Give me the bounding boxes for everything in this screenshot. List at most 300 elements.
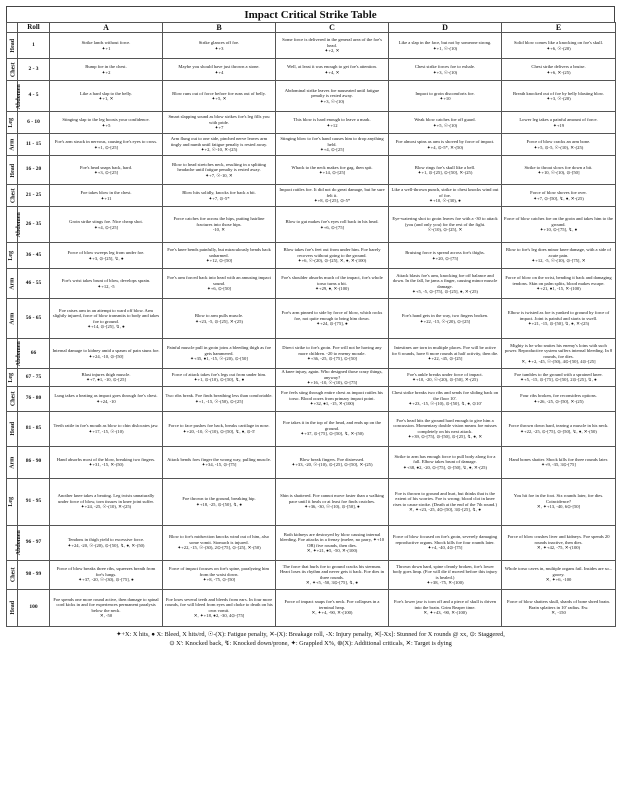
location-cell [7,525,22,560]
result-cell-a [50,59,163,81]
result-effects: ✕, ✦+21, ●5, -50, ✕-(100) [306,548,358,553]
location-label: Leg [8,372,15,383]
legend [6,630,615,648]
location-label: Abdomen [15,212,22,238]
result-effects: ✦+18, -25, ⊙-[50], ↯, ● [195,501,242,507]
result-effects: ✦+26, -25, ⊙-[50], ✕-(25) [533,398,584,404]
location-cell [7,411,18,446]
result-effects: ✦+12, ⊙-[50] [205,258,233,264]
location-label: Leg [8,497,15,507]
result-description: Lower leg takes a painful amount of force. [519,117,598,122]
result-description: Force of impact focuses on foe's spine, paralyzing him from the waist down. [168,566,270,577]
table-row [7,369,616,387]
result-effects: ✦+12, -5 [97,283,115,289]
result-cell-c [276,369,389,387]
result-description: Foe tumbles to the ground with a sprained knee. [514,371,603,377]
result-cell-b [163,185,276,207]
result-description: Chest strike breaks two ribs and sends foe sliding back on the floor 10'. [391,390,499,401]
result-cell-a [50,112,163,134]
result-description: Force of blow sweeps leg from under foe. [67,250,145,255]
header-row [7,23,616,33]
result-cell-d [389,339,502,369]
result-cell-b [163,134,276,156]
column-header-a: A [50,23,163,33]
result-effects: ✦+22, -25, ⊙-[75], ⊙-[50], ↯, ●, ✕-(50) [520,428,597,434]
result-description: Force of blow catches foe on the groin and takes him to the ground. [504,216,613,227]
result-cell-a [50,207,163,243]
location-label: Abdomen [15,83,22,110]
location-cell [7,369,18,387]
result-cell-d [389,386,502,411]
roll-cell: 26 - 35 [18,207,50,243]
result-cell-c [276,243,389,269]
result-description: Direct strike to foe's groin. Foe will not be having any more children. -20 to enemy morale. [282,345,382,356]
result-effects: ✕, ✦+18, ●2, -30, 4⊙-[75] [193,613,245,618]
table-row [7,243,616,269]
result-effects: ✦+14, ⊙-[25] [318,170,346,175]
result-effects: ✦+3, ⊙-[25], ↯, ● [88,255,124,261]
result-effects: ✦+34, -15, ⊙-[75] [201,462,237,467]
result-cell-c [276,59,389,81]
roll-cell: 76 - 80 [18,386,50,411]
result-description: Foe almost spins as arm is shoved by force of impact. [395,139,495,144]
result-description: Force thrown down hard, tearing a muscle in his neck. [508,423,609,428]
result-cell-e [502,369,616,387]
legend-line-2: ⊙ X': Knocked back, ↯: Knocked down/prone, ✦: Grappled X%, ⊛(X): Additional criticals, ✕: Target is dying [169,639,452,647]
result-description: Blow hits solidly, knocks foe back a bit. [182,190,256,195]
table-row [7,589,616,626]
result-cell-e [502,81,616,112]
result-effects: ✦+5, -5, ⊙-[75], ⊙-[25], ●, ✕-(25) [412,289,478,294]
result-effects: ✦+22, -15, ☉-(20), ⊙-[25] [419,318,471,324]
result-effects: ✦+33, -20, ☉-(10), ⊙-[25], ⊙-[50], ✕-(25) [291,462,373,467]
result-description: Foe's arm pinned to side by force of blow, which rocks foe, not quite enough to bring him down. [281,310,383,321]
result-description: The force that hurls foe to ground cracks his sternum. Heart loses its rhythm and never gets it back. Foe dies in three rounds. [279,563,385,580]
result-cell-d [389,112,502,134]
location-label: Chest [10,391,17,407]
result-effects: ✦+38, ●2, -20, ⊙-[75], ⊙-[50], ↯, ●, ✕-(25) [402,464,488,470]
result-effects: ✦+4, ⊙-5*, ✕-(50) [426,144,464,150]
table-row [7,299,616,339]
location-cell [7,134,18,156]
result-effects: ✦+21, -15, ⊙-[50], ↯, ●, ✕-(25) [527,321,590,327]
result-cell-c [276,560,389,589]
result-description: Teeth rattle in foe's mouth as blow to chin dislocates jaw. [53,423,159,428]
column-header-d: D [389,23,502,33]
result-cell-d [389,525,502,560]
result-effects: ✦+22, -15, ☉-(30), 2⊙-[75], ⊙-[25], ✕-(50) [177,545,261,551]
result-effects: ✦+20, -10, ☉-(10), ⊙-[50], ↯, ●, ⊙-5' [182,428,256,434]
result-effects: ✦+3, ☉-(20) [546,96,571,101]
result-description: Force of blow on the wrist, bending it back and damaging tendons. Skin on palm splits, blood makes escape. [505,275,612,286]
result-cell-c [276,112,389,134]
location-cell [7,81,22,112]
result-cell-d [389,478,502,525]
location-label: Leg [8,118,15,128]
result-description: Force to face pushes foe back, breaks cartilage in nose. [168,423,270,428]
result-cell-a [50,589,163,626]
table-row [7,560,616,589]
result-cell-a [50,446,163,478]
location-label: Abdomen [15,530,22,556]
result-description: Foe's head snaps back, hard. [79,164,133,170]
location-label: Head [10,422,17,436]
result-effects: ✦+38, -75, ✕-(100) [426,580,464,585]
result-description: Impact to groin discomforts foe. [415,90,475,96]
result-description: Thrown down hard, spine cleanly broken, foe's lower body goes limp. (Foe will die if moved before this injury is healed.) [392,563,498,580]
table-row [7,59,616,81]
result-description: Blow takes foe's feet out from under him. Foe barely recovers without going to the ground. [283,247,381,258]
result-effects: ✦+5, ✕ [211,96,227,101]
location-label: Abdomen [15,341,22,367]
result-description: Maybe you should have just thrown a stone. [178,64,260,69]
result-description: Weak blow catches foe off guard. [414,117,476,122]
result-description: You hit foe in the foot. Six rounds later, foe dies. Coincidence? [513,493,604,504]
result-effects: ✦+10, ☉-(30), ● [429,198,461,204]
result-effects: ✕, -50 [99,613,113,618]
result-description: Strike lands without force. [81,40,131,45]
roll-cell: 11 - 15 [18,134,50,156]
result-cell-b [163,478,276,525]
location-label: Head [10,163,17,178]
location-label: Arm [9,456,16,469]
result-effects: ✦+5, ☉-(10) [432,122,458,128]
result-cell-d [389,81,502,112]
result-cell-a [50,339,163,369]
result-cell-d [389,156,502,185]
result-description: Hand bones shatter. Shock kills foe three rounds later. [509,456,608,462]
result-cell-c [276,81,389,112]
result-description: Strike to throat slows foe down a bit. [524,164,593,170]
result-effects: ✦+35, ●1, -15, ☉-(20), ⊙-[50] [190,356,248,362]
result-cell-c [276,33,389,59]
result-description: Force of blow shoves foe over. [530,190,587,195]
result-description: Shin is shattered. Foe cannot move faster than a walking pace until it heals or at least foe finds crutches. [280,493,384,504]
result-cell-a [50,185,163,207]
result-cell-c [276,478,389,525]
result-cell-b [163,560,276,589]
location-cell [7,386,18,411]
result-cell-c [276,156,389,185]
roll-cell: 56 - 65 [18,299,50,339]
result-cell-e [502,112,616,134]
result-effects: ✦+11 [100,195,112,201]
result-effects: ✦+37, -20, ☉-(30), ⊙-[75], ● [78,577,134,583]
result-cell-a [50,369,163,387]
result-cell-b [163,339,276,369]
result-effects: ✦+19 [552,122,565,128]
result-description: Force of blow breaks three ribs, squeezes breath from foe's lungs. [56,566,156,577]
result-cell-a [50,299,163,339]
result-description: Force catches foe across the hips, putting hairline fractures into those hips. [173,216,265,227]
result-effects: ✦+7, ⊙-5* [208,195,230,201]
result-cell-c [276,185,389,207]
result-description: Impact rattles foe. It did not do great damage, but he sure felt it. [279,187,385,198]
roll-cell: 21 - 25 [18,185,50,207]
location-label: Head [10,601,17,615]
result-effects: ✦+1, ☉-(10) [432,45,458,51]
column-header-c: C [276,23,389,33]
result-cell-c [276,589,389,626]
result-description: Whack to the neck makes foe gag, then spit. [291,164,373,170]
result-description: Force of blow shatters skull, shards of bone shred brain. Brain splatters in 10' radius. Ew. [507,599,610,610]
roll-cell: 100 [18,589,50,626]
result-effects: ✦+5 [101,122,111,128]
result-effects: ✦+1, ⊙-[25] [93,144,119,150]
roll-header: Roll [18,23,50,33]
result-cell-e [502,446,616,478]
table-row [7,269,616,299]
result-cell-a [50,269,163,299]
location-cell [7,446,18,478]
result-effects: ✦+24, -20, ☉-(20), ⊙-[50], ↯, ●, ✕-(50) [67,542,145,548]
result-description: Eye-watering shot to groin leaves foe with a -30 to attack (you (and only you) for the rest of the fight. [392,216,498,227]
location-label: Chest [10,62,17,78]
result-effects: ✦+20, ⊙-[75] [431,255,459,261]
result-effects: ✦+22, -45, ⊙-[25] [427,356,463,362]
result-cell-c [276,207,389,243]
result-effects: ✦+5, -15, ⊙-[75], ⊙-[50], 2⊙-[25], ↯, ● [520,377,597,383]
result-effects: ✦+3 [214,45,224,51]
result-effects: ✦+10 [439,96,451,101]
roll-cell: 66 [18,339,50,369]
result-effects: ✦+10, -20, ☉-(20), ⊙-[50], ✕-(25) [412,377,478,383]
result-cell-b [163,525,276,560]
result-effects: -10, ✕ [212,227,226,233]
column-header-e: E [502,23,616,33]
result-description: Lung takes a beating as impact goes through foe's chest. [54,393,158,398]
result-description: A knee injury, again. Who designed those crazy things, anyway? [281,369,383,380]
result-effects: ✦+36, -25, ⊙-[75], ⊙-[50] [306,356,358,362]
result-description: Foe thrown to the ground, breaking hip. [182,496,256,501]
result-effects: ✕, ✦+2, -45, ☉-(50), 4⊙-[50], 4⊙-[25] [521,359,596,364]
result-cell-d [389,243,502,269]
result-cell-c [276,134,389,156]
roll-cell: 91 - 95 [18,478,50,525]
result-description: Foe raises arm in an attempt to ward off blow. Arm slightly injured, force of blow transmits to body and takes foe to ground. [52,307,160,324]
result-effects: ✕, ✦+5, -50, 3⊙-[75], ↯, ● [305,580,359,585]
result-description: Intestines are torn in multiple places. Foe will be active for 6 rounds, have 6 more rounds at half activity, then die. [391,345,499,356]
result-cell-e [502,299,616,339]
result-effects: ✦+8, -75, ⊙-[50] [202,577,236,583]
column-header-b: B [163,23,276,33]
location-header [7,23,18,33]
result-description: Foe is thrown to ground and hurt, but thinks that is the extent of his worries. Foe is wrong; blood clot in knee rises to cause stroke. (Death at the end of the 7th round.) [393,490,497,507]
result-effects: ✦+24, -25, ☉-(10), ✕-(25) [80,504,132,510]
result-effects: ✦+29, ●, ✕-(100) [315,286,349,292]
result-description: Foe feels sting through entire chest as impact rattles his torso. Blood oozes from primary impact point. [281,390,383,401]
result-cell-a [50,560,163,589]
result-cell-e [502,339,616,369]
result-cell-b [163,207,276,243]
result-description: Strike glances off foe. [198,40,240,45]
result-effects: ✦+24, -10 [96,398,116,404]
result-effects: ✦+9, -35, 3⊙-[75] [541,462,576,467]
result-cell-d [389,446,502,478]
result-effects: ✕, -150 [551,610,566,616]
result-effects: ✦+21, ●1, -15, ✕-(100) [536,286,581,292]
result-description: Foe's shoulder absorbs much of the impact, foe's whole torso turns a bit. [281,275,383,286]
roll-cell: 6 - 10 [18,112,50,134]
result-cell-d [389,369,502,387]
result-cell-d [389,589,502,626]
result-description: Mighty is he who smites his enemy's loins with such power. Reproductive system suffers internal bleeding. In 8 rounds, foe dies. [504,342,613,359]
critical-strike-table [6,22,616,627]
result-description: Foe loses several teeth and bleeds from ears. In four more rounds, foe will bleed from eyes and choke to death on his own vomit. [165,596,273,613]
result-effects: ✦+1 [101,45,111,51]
result-description: Internal damage to kidney amid a spasm of pain stuns foe. [52,348,160,353]
table-row [7,386,616,411]
result-cell-c [276,299,389,339]
roll-cell: 16 - 20 [18,156,50,185]
result-effects: ✕, ✦+13, -40, 6⊙-[50] [536,504,581,510]
result-cell-b [163,446,276,478]
result-cell-b [163,112,276,134]
result-description: Whole torso caves in, multiple organs fail. Insides are so... gooey. [504,566,613,577]
critical-table-page [6,6,615,648]
result-cell-b [163,156,276,185]
roll-cell: 98 - 99 [18,560,50,589]
result-effects: ✦+31, -15, ✕-(50) [88,462,124,467]
result-cell-e [502,525,616,560]
result-cell-b [163,243,276,269]
roll-cell: 36 - 45 [18,243,50,269]
location-label: Chest [10,188,17,204]
result-cell-b [163,33,276,59]
result-description: Tendons in thigh yield to excessive force. [67,537,145,542]
result-cell-d [389,185,502,207]
result-effects: ✦+10, ⊙-[75], ↯, ● [539,227,578,233]
result-effects: ✦+1, ✕ [98,96,114,101]
result-cell-d [389,269,502,299]
result-cell-b [163,299,276,339]
table-row [7,112,616,134]
result-cell-a [50,81,163,112]
result-cell-d [389,411,502,446]
result-cell-b [163,59,276,81]
result-description: Blow break fingers. Foe distressed. [299,456,365,462]
result-description: Attack blasts foe's arm, knocking foe off balance and down. In the fall, he jams a finger, causing minor muscle damage. [392,272,498,289]
result-cell-e [502,589,616,626]
roll-cell: 1 [18,33,50,59]
roll-cell: 46 - 55 [18,269,50,299]
location-cell [7,185,18,207]
table-row [7,207,616,243]
result-effects: ✦+1, ⊙-[25], ⊙-[50], ✕-(25) [417,170,473,175]
result-cell-d [389,59,502,81]
result-description: Stinging slap to the leg boosts your confidence. [62,117,150,122]
result-effects: ✦+23, -5, ⊙-[25], ✕-(25) [195,318,243,324]
result-cell-e [502,33,616,59]
result-description: Foe's head hits the ground hard enough to give him a concussion. Momentary double vision means foe misses completely on his next attack. [393,417,497,434]
result-cell-e [502,59,616,81]
result-cell-b [163,589,276,626]
result-cell-e [502,207,616,243]
result-effects: ✦+36, -30, ☉-(10), ⊙-[50], ● [304,504,360,510]
result-effects: ✦+4, ⊙-[25] [93,224,119,230]
table-row [7,339,616,369]
result-effects: ✦+1, -15, ☉-(50), ⊙-[25] [194,398,244,404]
result-description: Blow to arm pulls muscle. [194,313,244,318]
result-effects: ✦+6, ☉-(20) [546,45,571,51]
result-effects: ✦+12 [326,122,338,128]
result-cell-a [50,386,163,411]
result-cell-d [389,207,502,243]
result-effects: ✦+16, -10, ☉-(10), ⊙-[75] [306,380,358,385]
result-description: Arm flung out to one side, pinched nerve leaves arm tingly and numb until fatigue penalty is rested away. [170,136,268,147]
location-cell [7,589,18,626]
result-description: Foe's arm struck in nervous, causing foe's eyes to cross. [54,139,158,144]
result-effects: ✦+4, ✕ [324,69,340,75]
table-row [7,134,616,156]
roll-cell: 2 - 3 [18,59,50,81]
result-effects: ✕, ✦+43, -90, ✕-(100) [423,610,467,616]
result-description: Foe spends one more round active, then damage to spinal cord kicks in and foe experiences permanent paralysis below the neck. [53,596,159,613]
location-label: Arm [9,278,16,290]
result-effects: ✦+6, ✕-(25) [546,69,571,75]
result-effects: ✦+8, ⊙-[25], ⊙-5* [313,198,351,204]
result-cell-e [502,156,616,185]
result-effects: ✦+1, ⊙-(10), ⊙-[50], ↯, ● [193,377,245,383]
result-effects: ✕, ✦+42, -75, ✕-(100) [536,545,581,551]
result-effects: ✦+6, ⊙-[75] [319,224,345,230]
result-effects: ✦+24, -10, ⊙-[50] [88,353,124,359]
result-description: Like a well-thrown punch, strike to chest knocks wind out of foe. [391,187,499,198]
result-effects: ☉-(10), ⊙-[25], ✕ [427,227,463,233]
result-description: Force of blow cracks an arm bone. [526,139,591,144]
result-effects: ✕, ✦+4, -90, ✕-(100) [311,610,353,616]
result-effects: ✦+14, ⊙-[25], ↯, ● [87,324,125,329]
result-effects: ✦+10, ☉-(10), ⊙-[50] [537,170,580,175]
result-description: Chest strike forces foe to exhale. [414,64,476,69]
result-cell-b [163,386,276,411]
result-description: Foe's arm forced back into head with an amusing impact sound. [167,275,271,286]
result-description: Elbow is twisted as foe is yanked to ground by force of impact. Joint is painful and starts to swell. [507,310,610,321]
result-effects: ✦+4, ⊙-[25] [319,147,345,153]
roll-cell: 96 - 97 [18,525,50,560]
result-effects: ✦+23, -15, ☉-(10), ⊙-[50], ↯, ●, ⊙10' [408,401,482,407]
result-effects: ✦+3, ⊙-[25] [93,170,119,175]
result-description: Blow runs out of force before foe runs out of belly. [172,90,266,96]
result-cell-c [276,339,389,369]
result-effects: ✦+2, ✕ [324,48,340,54]
result-description: Blow to foe's midsection knocks wind out of him, also some vomit. Stomach is injured. [168,534,270,545]
result-cell-d [389,134,502,156]
result-cell-a [50,156,163,185]
result-description: Smart slapping sound as blow strikes foe's leg fills you with pride. [168,114,270,125]
result-effects: ✕, ✦+23, -25, 4⊙-[50], 3⊙-[25], ↯, ● [408,507,482,512]
result-cell-a [50,525,163,560]
result-cell-a [50,134,163,156]
result-cell-b [163,269,276,299]
result-cell-c [276,411,389,446]
result-effects: ✦+32, ●1, -15, ✕-(100) [309,401,355,407]
table-row [7,525,616,560]
result-effects: ✦+4 [214,69,224,75]
result-effects: ✦+3, ☉-(10) [319,98,345,104]
result-cell-b [163,81,276,112]
table-row [7,185,616,207]
table-title: Impact Critical Strike Table [6,6,615,22]
result-effects: ✦+12, -5, ☉-(10), ⊙-[75], ✕ [531,258,586,264]
result-cell-c [276,386,389,411]
result-effects: ✦+17, -15, ☉-(10) [88,428,124,434]
result-effects: ✦+2, ☉-10, ✕-(25) [200,147,238,153]
location-label: Arm [9,139,16,151]
result-cell-c [276,525,389,560]
location-label: Head [10,39,17,53]
result-description: Foe's wrist takes brunt of blow, develops sprain. [61,278,151,283]
